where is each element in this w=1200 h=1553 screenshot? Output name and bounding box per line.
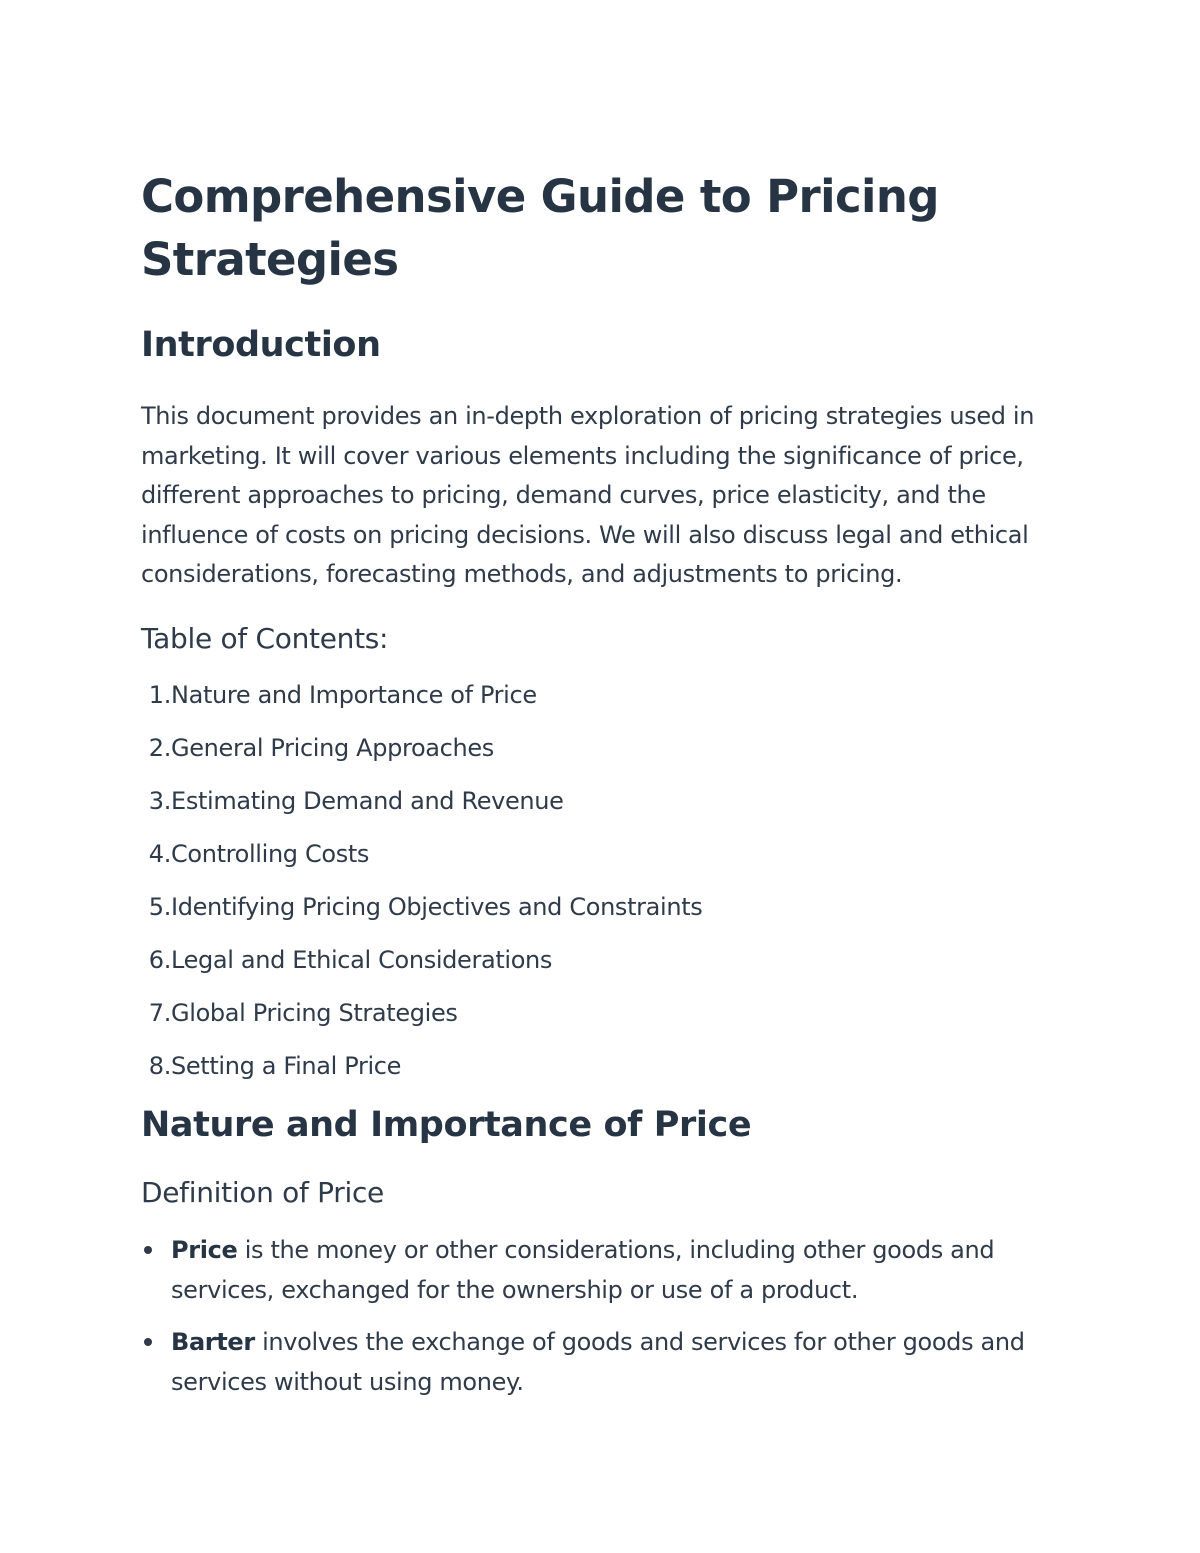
toc-item bbox=[141, 679, 1071, 711]
toc-item-number: 8. bbox=[148, 1051, 171, 1080]
toc-item-number: 7. bbox=[148, 998, 171, 1027]
toc-item-number: 4. bbox=[148, 839, 171, 868]
document-page bbox=[141, 165, 1071, 1414]
introduction-heading: Introduction bbox=[141, 325, 381, 365]
toc-item bbox=[141, 838, 1071, 870]
section-heading-nature-of-price: Nature and Importance of Price bbox=[141, 1104, 752, 1145]
toc-item-number: 3. bbox=[148, 786, 171, 815]
toc-item-label: Controlling Costs bbox=[171, 839, 370, 868]
subheading-definition-of-price: Definition of Price bbox=[141, 1175, 384, 1209]
bullet-icon bbox=[144, 1246, 152, 1254]
toc-item bbox=[141, 732, 1071, 764]
definition-text: is the money or other considerations, including other goods and services, exchanged for the ownership or use of a product. bbox=[171, 1235, 995, 1304]
term-price: Price bbox=[171, 1235, 238, 1264]
toc-item bbox=[141, 944, 1071, 976]
list-item bbox=[141, 1322, 1071, 1402]
toc-item-label: Nature and Importance of Price bbox=[171, 680, 537, 709]
bullet-icon bbox=[144, 1338, 152, 1346]
toc-item-label: Setting a Final Price bbox=[171, 1051, 402, 1080]
toc-item bbox=[141, 785, 1071, 817]
toc-heading: Table of Contents: bbox=[141, 621, 389, 655]
toc-item-label: General Pricing Approaches bbox=[171, 733, 494, 762]
toc-item-label: Global Pricing Strategies bbox=[171, 998, 458, 1027]
definition-text: involves the exchange of goods and services for other goods and services without using money. bbox=[171, 1327, 1025, 1396]
table-of-contents bbox=[141, 679, 1071, 1082]
definition-list bbox=[141, 1230, 1071, 1402]
toc-item-number: 1. bbox=[148, 680, 171, 709]
toc-item-number: 6. bbox=[148, 945, 171, 974]
term-barter: Barter bbox=[171, 1327, 255, 1356]
toc-item bbox=[141, 997, 1071, 1029]
list-item bbox=[141, 1230, 1071, 1310]
toc-item-label: Identifying Pricing Objectives and Constraints bbox=[171, 892, 703, 921]
toc-item-number: 5. bbox=[148, 892, 171, 921]
document-title: Comprehensive Guide to Pricing Strategies bbox=[141, 170, 939, 286]
introduction-paragraph: This document provides an in-depth exploration of pricing strategies used in marketing. It will cover various elements including the significance of price, different approaches to pricing, demand curves, price elasticity, and the influence of costs on pricing decisions. We will also discuss legal and ethical considerations, forecasting methods, and adjustments to pricing. bbox=[141, 402, 1035, 588]
toc-item-label: Estimating Demand and Revenue bbox=[171, 786, 564, 815]
toc-item-number: 2. bbox=[148, 733, 171, 762]
toc-item bbox=[141, 1050, 1071, 1082]
toc-item-label: Legal and Ethical Considerations bbox=[171, 945, 553, 974]
toc-item bbox=[141, 891, 1071, 923]
